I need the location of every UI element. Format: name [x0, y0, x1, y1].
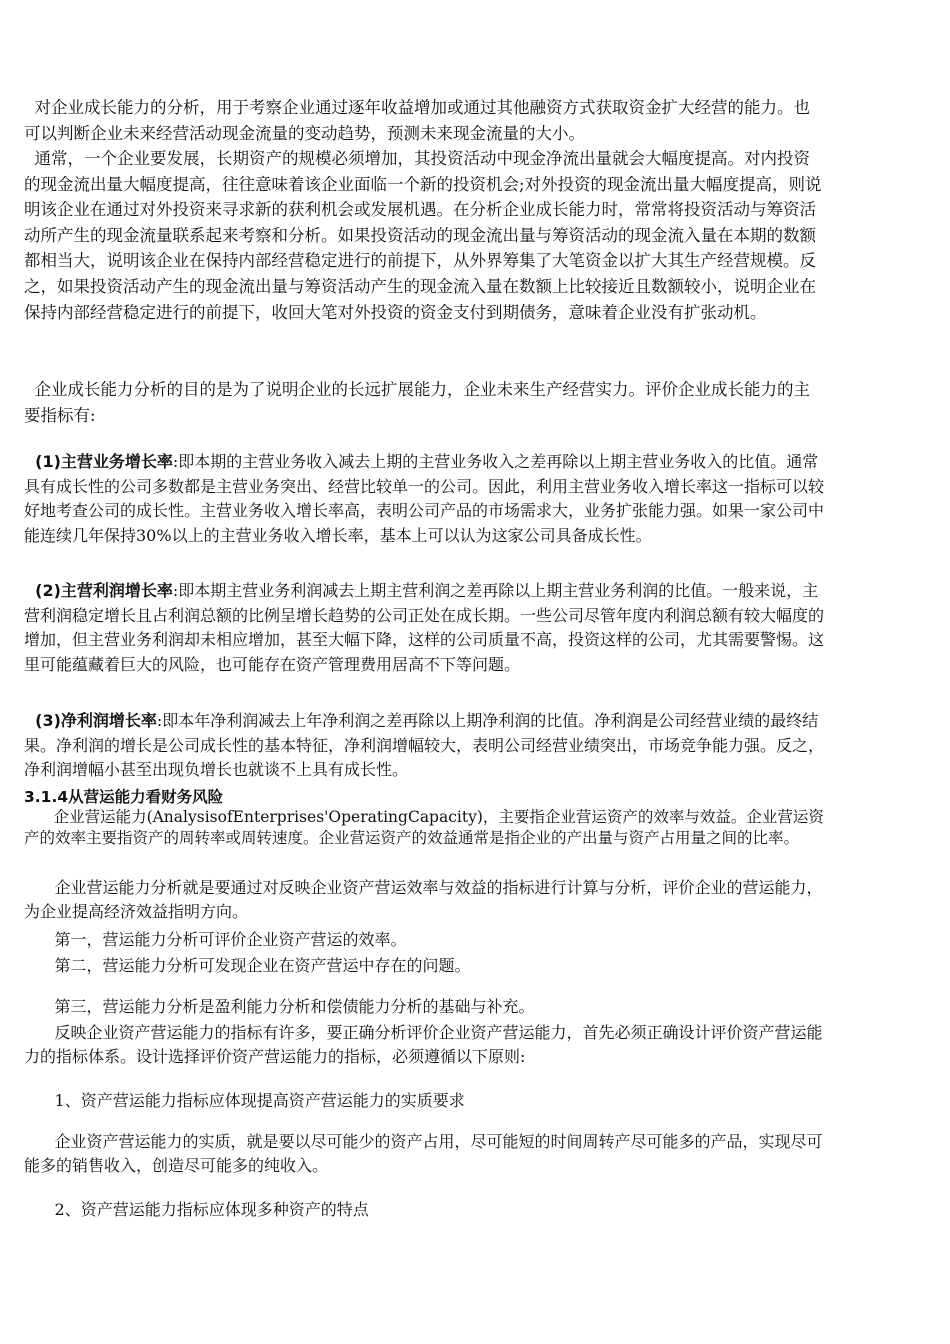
principle-1: 1、资产营运能力指标应体现提高资产营运能力的实质要求: [24, 1091, 465, 1110]
principle-1-explanation: 企业资产营运能力的实质，就是要以尽可能少的资产占用，尽可能短的时间周转产尽可能多的产品，实现尽可能多的销售收入，创造尽可能多的纯收入。: [24, 1132, 823, 1175]
indicator-text: :即本期主营业务利润减去上期主营利润之差再除以上期主营业务利润的比值。一般来说，主营利润稳定增长且占利润总额的比例呈增长趋势的公司正处在成长期。一些公司尽管年度内利润总额有较大幅度的增加，但主营业务利润却未相应增加，甚至大幅下降，这样的公司质量不高，投资这样的公司，尤其需要警惕。这里可能蕴藏着巨大的风险，也可能存在资产管理费用居高不下等问题。: [24, 581, 825, 674]
point-third: 第三，营运能力分析是盈利能力分析和偿债能力分析的基础与补充。: [24, 997, 535, 1016]
principle-2: 2、资产营运能力指标应体现多种资产的特点: [24, 1200, 369, 1219]
indicator-term: (1)主营业务增长率: [24, 452, 173, 471]
indicator-term: (3)净利润增长率: [24, 711, 157, 730]
indicator-text: :即本年净利润减去上年净利润之差再除以上期净利润的比值。净利润是公司经营业绩的最终结果。净利润的增长是公司成长性的基本特征，净利润增幅较大，表明公司经营业绩突出，市场竞争能力强。反之，净利润增幅小甚至出现负增长也就谈不上具有成长性。: [24, 711, 825, 779]
growth-intro-paragraph: 对企业成长能力的分析，用于考察企业通过逐年收益增加或通过其他融资方式获取资金扩大经营的能力。也可以判断企业未来经营活动现金流量的变动趋势，预测未来现金流量的大小。: [24, 98, 810, 143]
investment-cashflow-paragraph: 通常，一个企业要发展，长期资产的规模必须增加，其投资活动中现金净流出量就会大幅度提高。对内投资的现金流出量大幅度提高，往往意味着该企业面临一个新的投资机会;对外投资的现金流出量大幅度提高，则说明该企业在通过对外投资来寻求新的获利机会或发展机遇。在分析企业成长能力时，常常将投资活动与筹资活动所产生的现金流量联系起来考察和分析。如果投资活动的现金流出量与筹资活动的现金流入量在本期的数额都相当大，说明该企业在保持内部经营稳定进行的前提下，从外界筹集了大笔资金以扩大其生产经营规模。反之，如果投资活动产生的现金流出量与筹资活动产生的现金流入量在数额上比较接近且数额较小，说明企业在保持内部经营稳定进行的前提下，收回大笔对外投资的资金支付到期债务，意味着企业没有扩张动机。: [24, 149, 822, 322]
point-second: 第二，营运能力分析可发现企业在资产营运中存在的问题。: [24, 956, 471, 975]
indicator-main-profit-growth: [24, 579, 824, 677]
indicator-net-profit-growth: [24, 709, 824, 783]
section-heading: 3.1.4从营运能力看财务风险: [24, 788, 224, 806]
operating-analysis-purpose: 企业营运能力分析就是要通过对反映企业资产营运效率与效益的指标进行计算与分析，评价企业的营运能力，为企业提高经济效益指明方向。: [24, 878, 823, 921]
indicator-main-business-growth: [24, 450, 824, 548]
growth-indicators-intro-paragraph: 企业成长能力分析的目的是为了说明企业的长远扩展能力，企业未来生产经营实力。评价企业成长能力的主要指标有:: [24, 380, 810, 425]
indicator-term: (2)主营利润增长率: [24, 581, 173, 600]
point-first: 第一，营运能力分析可评价企业资产营运的效率。: [24, 930, 407, 949]
indicator-text: :即本期的主营业务收入减去上期的主营业务收入之差再除以上期主营业务收入的比值。通常具有成长性的公司多数都是主营业务突出、经营比较单一的公司。因此，利用主营业务收入增长率这一指标可以较好地考查公司的成长性。主营业务收入增长率高，表明公司产品的市场需求大，业务扩张能力强。如果一家公司中能连续几年保持30%以上的主营业务收入增长率，基本上可以认为这家公司具备成长性。: [24, 452, 825, 545]
operating-capacity-definition: 企业营运能力(AnalysisofEnterprises'OperatingCapacity)，主要指企业营运资产的效率与效益。企业营运资产的效率主要指资产的周转率或周转速度。企业营运资产的效益通常是指企业的产出量与资产占用量之间的比率。: [24, 808, 824, 847]
indicator-design-principles: 反映企业资产营运能力的指标有许多，要正确分析评价企业资产营运能力，首先必须正确设计评价资产营运能力的指标体系。设计选择评价资产营运能力的指标，必须遵循以下原则:: [24, 1023, 823, 1066]
